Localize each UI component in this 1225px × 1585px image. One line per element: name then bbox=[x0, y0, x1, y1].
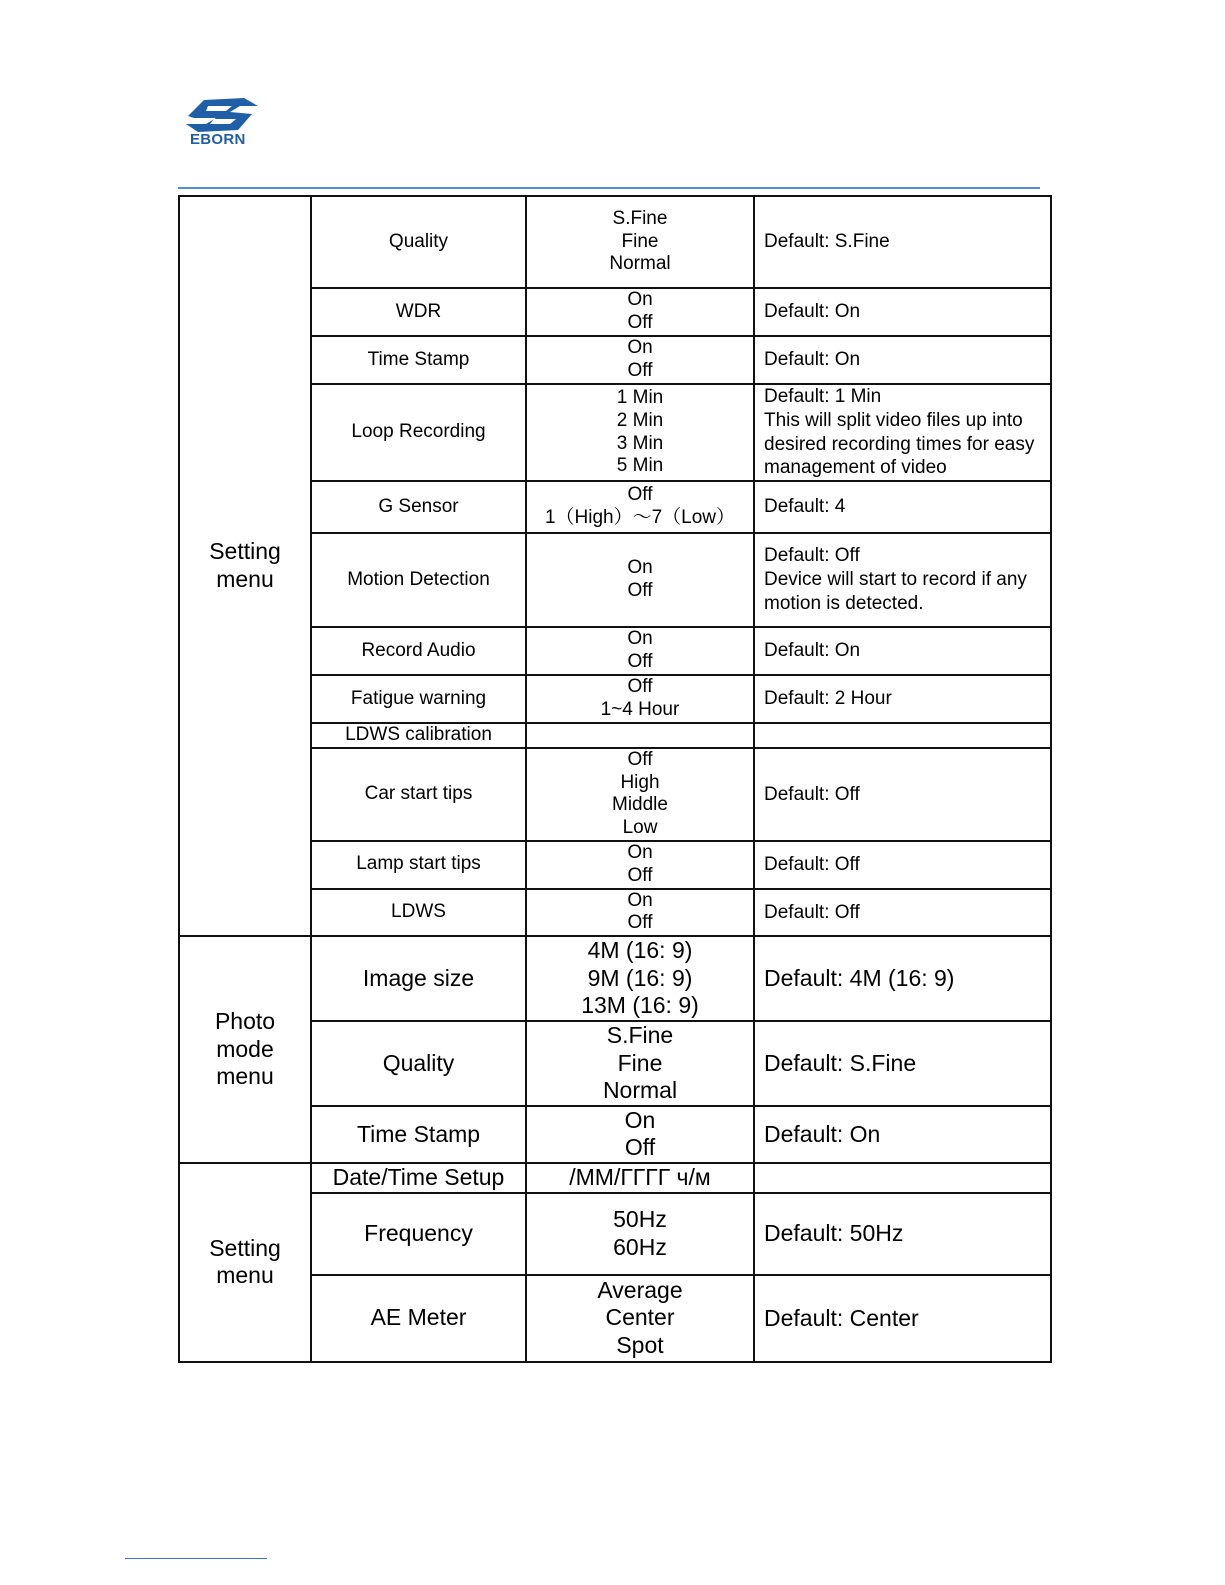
setting-name: Date/Time Setup bbox=[311, 1163, 526, 1193]
setting-name: Time Stamp bbox=[311, 1106, 526, 1163]
setting-name: Car start tips bbox=[311, 748, 526, 841]
setting-options bbox=[526, 723, 754, 748]
eborn-logo-mark bbox=[182, 92, 262, 134]
option-value: On bbox=[627, 557, 653, 579]
setting-options bbox=[526, 1106, 754, 1163]
setting-options bbox=[526, 889, 754, 937]
default-value: Default: Off bbox=[764, 853, 860, 875]
setting-default bbox=[754, 533, 1051, 627]
default-value: Default: 2 Hour bbox=[764, 688, 892, 710]
table-row bbox=[179, 196, 1051, 288]
option-value: /MM/ГГГГ ч/м bbox=[569, 1163, 711, 1190]
section-label bbox=[179, 1163, 311, 1362]
setting-default bbox=[754, 196, 1051, 288]
setting-options bbox=[526, 384, 754, 481]
setting-name: Fatigue warning bbox=[311, 675, 526, 723]
setting-default bbox=[754, 1275, 1051, 1362]
option-value: 13M (16: 9) bbox=[581, 992, 699, 1019]
setting-default bbox=[754, 1193, 1051, 1275]
option-value: Normal bbox=[609, 253, 671, 275]
default-value: Default: 4 bbox=[764, 496, 846, 518]
option-value: 9M (16: 9) bbox=[587, 964, 693, 991]
setting-default bbox=[754, 481, 1051, 533]
option-value: Normal bbox=[602, 1077, 678, 1104]
setting-options bbox=[526, 1163, 754, 1193]
setting-options bbox=[526, 748, 754, 841]
setting-name: Image size bbox=[311, 936, 526, 1021]
option-value: Off bbox=[627, 864, 653, 886]
option-value: 1 Min bbox=[616, 386, 664, 408]
setting-name: WDR bbox=[311, 288, 526, 336]
option-value: On bbox=[627, 889, 653, 911]
option-value: 1~4 Hour bbox=[600, 699, 680, 720]
option-value: Off bbox=[624, 1134, 656, 1161]
option-value: Fine bbox=[617, 1049, 663, 1076]
default-value: Default: 1 Min bbox=[764, 386, 882, 407]
setting-options bbox=[526, 533, 754, 627]
setting-default bbox=[754, 936, 1051, 1021]
option-value: Fine bbox=[621, 230, 659, 252]
setting-options bbox=[526, 336, 754, 384]
default-value: Default: S.Fine bbox=[764, 231, 890, 253]
option-value: 2 Min bbox=[616, 409, 664, 431]
option-value: 50Hz bbox=[613, 1205, 667, 1232]
option-value: Off bbox=[627, 360, 653, 381]
option-value: On bbox=[627, 628, 653, 650]
setting-default bbox=[754, 889, 1051, 937]
option-value: S.Fine bbox=[612, 207, 668, 229]
setting-name: G Sensor bbox=[311, 481, 526, 533]
option-value: 1（High）～7（Low） bbox=[544, 507, 736, 528]
setting-default bbox=[754, 841, 1051, 889]
setting-name: Loop Recording bbox=[311, 384, 526, 481]
section-label-line: Photo bbox=[214, 1008, 276, 1035]
setting-default bbox=[754, 748, 1051, 841]
default-value: Default: 4M (16: 9) bbox=[764, 965, 955, 992]
default-value: Default: 50Hz bbox=[764, 1220, 904, 1247]
setting-options bbox=[526, 1275, 754, 1362]
option-value: Off bbox=[627, 748, 653, 770]
brand-name: EBORN bbox=[190, 131, 246, 148]
option-value: High bbox=[620, 771, 660, 793]
option-value: Off bbox=[627, 312, 653, 333]
option-value: On bbox=[627, 841, 653, 863]
default-value: Default: On bbox=[764, 349, 861, 371]
setting-options bbox=[526, 627, 754, 675]
default-value: Default: Off bbox=[764, 783, 860, 805]
option-value: 60Hz bbox=[613, 1233, 667, 1260]
option-value: Spot bbox=[616, 1331, 664, 1358]
option-value: Average bbox=[597, 1276, 683, 1303]
option-value: Off bbox=[627, 484, 653, 506]
setting-options bbox=[526, 936, 754, 1021]
setting-options bbox=[526, 841, 754, 889]
header-divider bbox=[178, 187, 1040, 189]
option-value: Off bbox=[627, 651, 653, 672]
setting-options bbox=[526, 288, 754, 336]
setting-default bbox=[754, 723, 1051, 748]
default-value: Default: On bbox=[764, 1120, 881, 1147]
option-value: On bbox=[627, 289, 653, 311]
option-value: S.Fine bbox=[606, 1021, 674, 1048]
default-value: Default: Center bbox=[764, 1304, 919, 1331]
setting-options bbox=[526, 675, 754, 723]
option-value: Off bbox=[627, 912, 653, 934]
setting-note: Device will start to record if any motion is detected. bbox=[764, 569, 1027, 614]
setting-options bbox=[526, 196, 754, 288]
option-value: 3 Min bbox=[616, 432, 664, 454]
setting-default bbox=[754, 1021, 1051, 1106]
settings-table bbox=[178, 195, 1052, 1363]
setting-name: AE Meter bbox=[311, 1275, 526, 1362]
section-label-line: menu bbox=[216, 566, 274, 593]
setting-name: Frequency bbox=[311, 1193, 526, 1275]
setting-name: Lamp start tips bbox=[311, 841, 526, 889]
setting-options bbox=[526, 1193, 754, 1275]
default-value: Default: S.Fine bbox=[764, 1049, 917, 1076]
section-label-line: mode bbox=[216, 1035, 274, 1062]
setting-default bbox=[754, 675, 1051, 723]
setting-options bbox=[526, 1021, 754, 1106]
section-label bbox=[179, 196, 311, 936]
option-value: 5 Min bbox=[616, 455, 664, 477]
option-value: Low bbox=[622, 817, 658, 839]
option-value: Off bbox=[627, 580, 653, 601]
section-label-line: menu bbox=[216, 1262, 274, 1289]
setting-name: LDWS calibration bbox=[311, 723, 526, 748]
option-value: Center bbox=[605, 1304, 675, 1331]
footer-link-underline bbox=[125, 1558, 267, 1559]
option-value: 4M (16: 9) bbox=[587, 937, 693, 964]
option-value: Off bbox=[627, 676, 653, 698]
setting-note: This will split video files up into desired recording times for easy management of video bbox=[764, 409, 1035, 479]
default-value: Default: On bbox=[764, 640, 861, 662]
option-value: On bbox=[624, 1106, 656, 1133]
setting-name: Quality bbox=[311, 1021, 526, 1106]
default-value: Default: Off bbox=[764, 901, 860, 923]
section-label-line: Setting bbox=[209, 538, 281, 565]
setting-name: Time Stamp bbox=[311, 336, 526, 384]
option-value: On bbox=[627, 337, 653, 359]
table-row bbox=[179, 1163, 1051, 1193]
setting-default bbox=[754, 627, 1051, 675]
option-value: Middle bbox=[612, 794, 668, 816]
setting-name: Quality bbox=[311, 196, 526, 288]
default-value: Default: On bbox=[764, 301, 861, 323]
default-value: Default: Off bbox=[764, 545, 860, 567]
setting-default bbox=[754, 1106, 1051, 1163]
setting-options bbox=[526, 481, 754, 533]
setting-default bbox=[754, 384, 1051, 481]
section-label bbox=[179, 936, 311, 1163]
setting-default bbox=[754, 288, 1051, 336]
setting-default bbox=[754, 1163, 1051, 1193]
setting-default bbox=[754, 336, 1051, 384]
setting-name: LDWS bbox=[311, 889, 526, 937]
section-label-line: Setting bbox=[209, 1234, 281, 1261]
section-label-line: menu bbox=[216, 1063, 274, 1090]
setting-name: Motion Detection bbox=[311, 533, 526, 627]
table-row bbox=[179, 936, 1051, 1021]
setting-name: Record Audio bbox=[311, 627, 526, 675]
